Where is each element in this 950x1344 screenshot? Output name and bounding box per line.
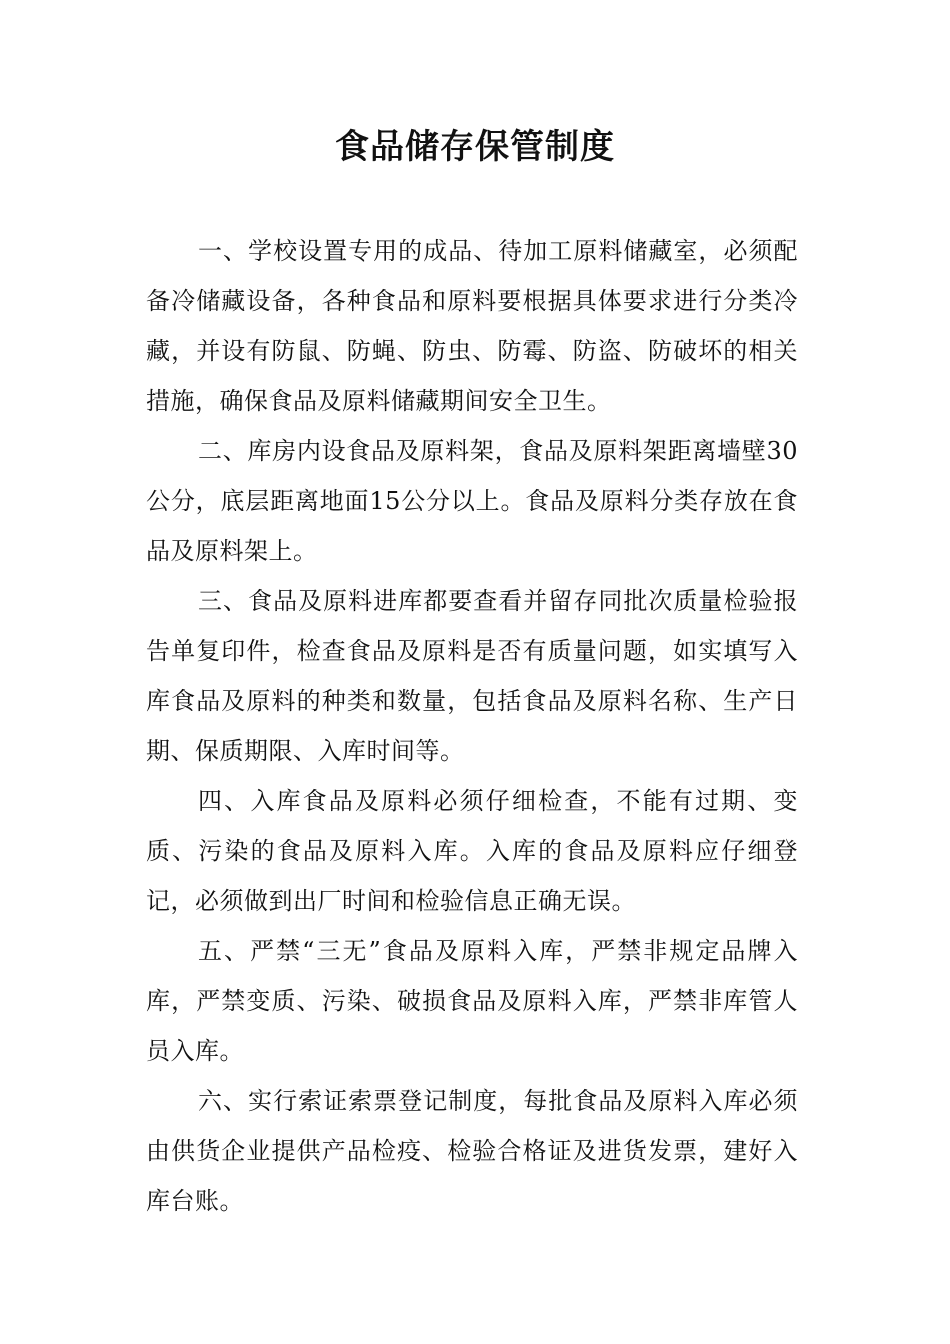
paragraph-4: 四、入库食品及原料必须仔细检查，不能有过期、变质、污染的食品及原料入库。入库的食品及原料应仔细登记，必须做到出厂时间和检验信息正确无误。 [146, 787, 798, 915]
document-title: 食品储存保管制度 [335, 127, 615, 167]
paragraph-1: 一、学校设置专用的成品、待加工原料储藏室，必须配备冷储藏设备，各种食品和原料要根据具体要求进行分类冷藏，并设有防鼠、防蝇、防虫、防霉、防盗、防破坏的相关措施，确保食品及原料储藏期间安全卫生。 [146, 237, 798, 415]
paragraph-6: 六、实行索证索票登记制度，每批食品及原料入库必须由供货企业提供产品检疫、检验合格证及进货发票，建好入库台账。 [146, 1087, 798, 1215]
paragraph-3: 三、食品及原料进库都要查看并留存同批次质量检验报告单复印件，检查食品及原料是否有质量问题，如实填写入库食品及原料的种类和数量，包括食品及原料名称、生产日期、保质期限、入库时间等。 [146, 587, 798, 765]
paragraph-5: 五、严禁“三无”食品及原料入库，严禁非规定品牌入库，严禁变质、污染、破损食品及原料入库，严禁非库管人员入库。 [146, 937, 798, 1065]
paragraph-2: 二、库房内设食品及原料架，食品及原料架距离墙壁30公分，底层距离地面15公分以上。食品及原料分类存放在食品及原料架上。 [146, 437, 798, 565]
document-body [146, 226, 798, 1226]
